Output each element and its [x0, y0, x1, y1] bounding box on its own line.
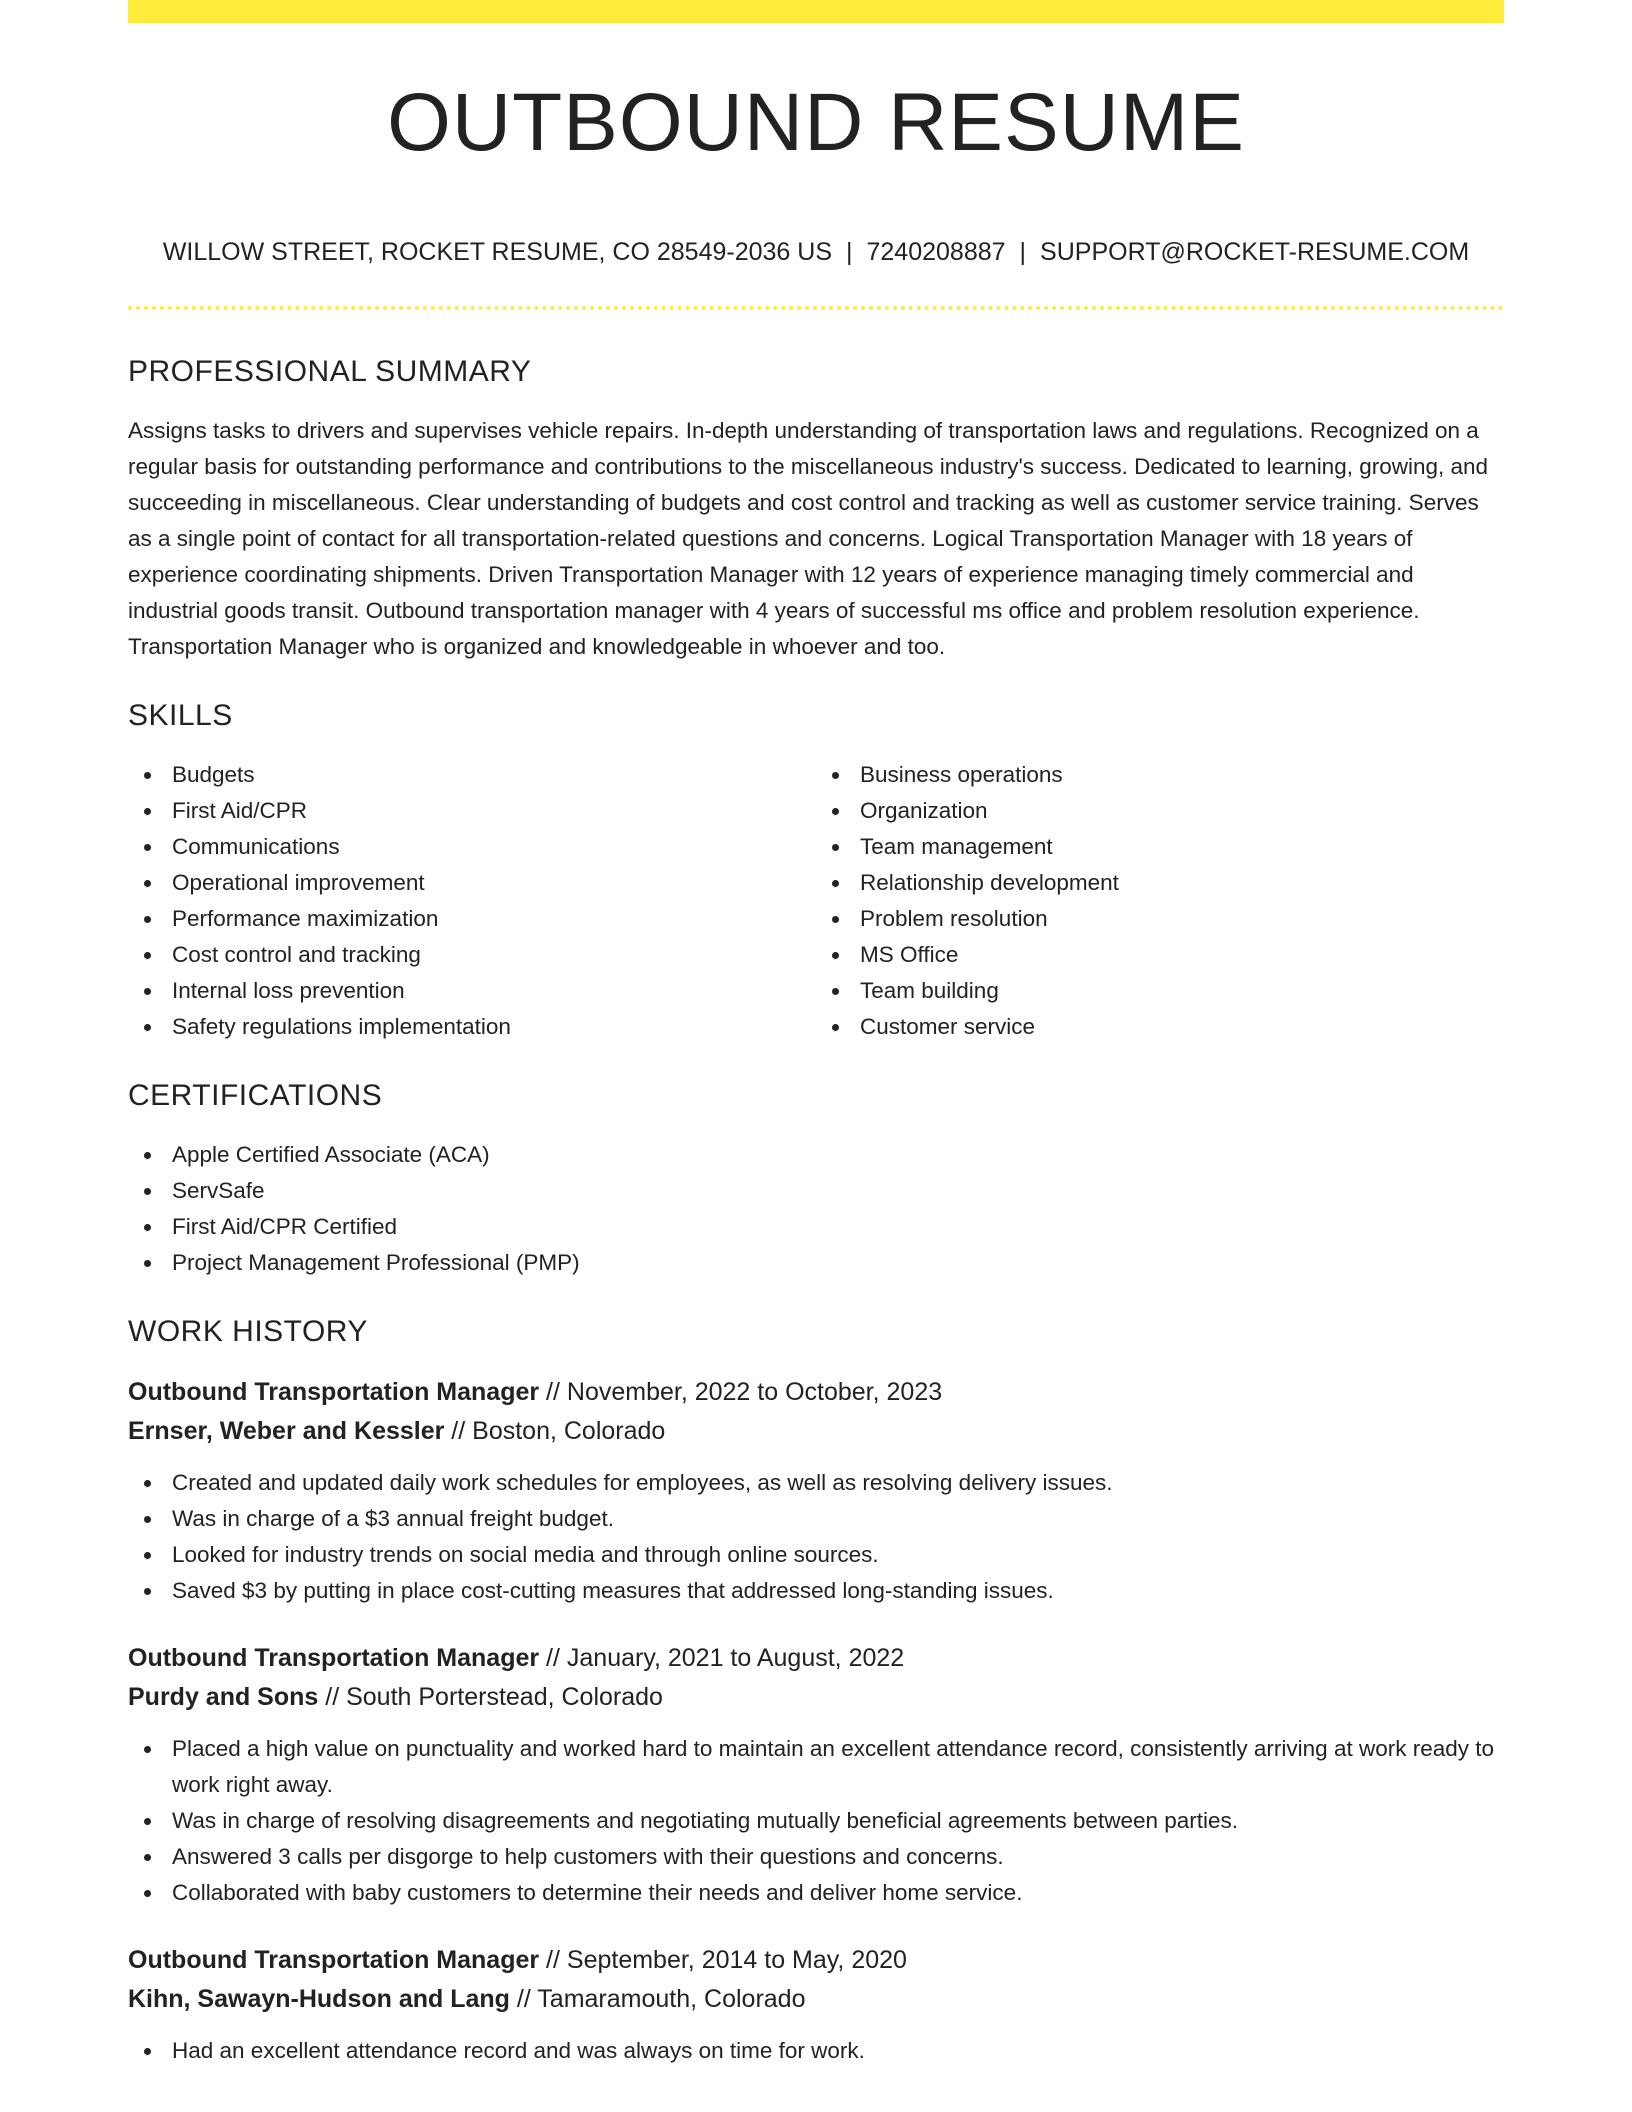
job-bullet: Answered 3 calls per disgorge to help customers with their questions and concerns.: [172, 1839, 1504, 1875]
job-entry: [128, 1941, 1504, 2069]
summary-text: Assigns tasks to drivers and supervises vehicle repairs. In-depth understanding of transportation laws and regulations. Recognized on a regular basis for outstanding performance and contributions to the miscellaneous industry's success. Dedicated to learning, growing, and succeeding in miscellaneous. Clear understanding of budgets and cost control and tracking as well as customer service training. Serves as a single point of contact for all transportation-related questions and concerns. Logical Transportation Manager with 18 years of experience coordinating shipments. Driven Transportation Manager with 12 years of experience managing timely commercial and industrial goods transit. Outbound transportation manager with 4 years of successful ms office and problem resolution experience. Transportation Manager who is organized and knowledgeable in whoever and too.: [128, 418, 1489, 659]
job-title-line: [128, 1639, 1504, 1678]
job-bullet: Created and updated daily work schedules for employees, as well as resolving delivery issues.: [172, 1465, 1504, 1501]
job-location: // Boston, Colorado: [444, 1417, 666, 1445]
top-accent-bar: [128, 0, 1504, 23]
skill-item: Problem resolution: [860, 901, 1504, 937]
resume-body: [128, 355, 1504, 2099]
skill-item: Safety regulations implementation: [172, 1009, 816, 1045]
job-dates: // November, 2022 to October, 2023: [539, 1378, 943, 1406]
job-bullet: Had an excellent attendance record and was always on time for work.: [172, 2033, 1504, 2069]
contact-separator: |: [1019, 238, 1027, 266]
job-title: Outbound Transportation Manager: [128, 1644, 540, 1672]
skill-item: Operational improvement: [172, 865, 816, 901]
contact-line: [128, 238, 1504, 267]
job-company: Ernser, Weber and Kessler: [128, 1417, 445, 1445]
skills-columns: [128, 757, 1504, 1045]
skill-item: Budgets: [172, 757, 816, 793]
skill-item: First Aid/CPR: [172, 793, 816, 829]
skill-item: MS Office: [860, 937, 1504, 973]
skill-item: Customer service: [860, 1009, 1504, 1045]
job-bullets: [128, 1465, 1504, 1609]
section-heading: CERTIFICATIONS: [128, 1079, 383, 1112]
job-entry: [128, 1373, 1504, 1609]
contact-phone: 7240208887: [866, 238, 1006, 266]
job-title-line: [128, 1373, 1504, 1412]
dotted-divider: [128, 306, 1504, 310]
job-bullet: Was in charge of a $3 annual freight budget.: [172, 1501, 1504, 1537]
job-title: Outbound Transportation Manager: [128, 1378, 540, 1406]
job-dates: // January, 2021 to August, 2022: [539, 1644, 905, 1672]
skill-item: Communications: [172, 829, 816, 865]
skill-item: Performance maximization: [172, 901, 816, 937]
job-company-line: [128, 1678, 1504, 1717]
job-company: Purdy and Sons: [128, 1683, 319, 1711]
skills-list-right: [816, 757, 1504, 1045]
summary-section: [128, 355, 1504, 665]
job-bullet: Was in charge of resolving disagreements and negotiating mutually beneficial agreements between parties.: [172, 1803, 1504, 1839]
job-location: // Tamaramouth, Colorado: [509, 1985, 806, 2013]
skill-item: Team management: [860, 829, 1504, 865]
job-company-line: [128, 1980, 1504, 2019]
certifications-list: [128, 1137, 1504, 1281]
skill-item: Organization: [860, 793, 1504, 829]
job-location: // South Porterstead, Colorado: [318, 1683, 663, 1711]
contact-email: SUPPORT@ROCKET-RESUME.COM: [1040, 238, 1470, 266]
job-company: Kihn, Sawayn-Hudson and Lang: [128, 1985, 510, 2013]
skills-list-left: [128, 757, 816, 1045]
skill-item: Cost control and tracking: [172, 937, 816, 973]
contact-separator: |: [846, 238, 853, 266]
certification-item: First Aid/CPR Certified: [172, 1209, 1504, 1245]
skill-item: Team building: [860, 973, 1504, 1009]
work-history-section: [128, 1315, 1504, 2069]
skill-item: Relationship development: [860, 865, 1504, 901]
section-heading: SKILLS: [128, 699, 233, 732]
certification-item: Project Management Professional (PMP): [172, 1245, 1504, 1281]
job-title: Outbound Transportation Manager: [128, 1946, 540, 1974]
contact-address: WILLOW STREET, ROCKET RESUME, CO 28549-2036 US: [162, 238, 832, 266]
resume-name: OUTBOUND RESUME: [387, 77, 1245, 168]
certification-item: ServSafe: [172, 1173, 1504, 1209]
job-bullet: Placed a high value on punctuality and worked hard to maintain an excellent attendance record, consistently arriving at work ready to work right away.: [172, 1731, 1504, 1803]
job-title-line: [128, 1941, 1504, 1980]
job-entry: [128, 1639, 1504, 1911]
job-bullet: Looked for industry trends on social media and through online sources.: [172, 1537, 1504, 1573]
job-bullet: Saved $3 by putting in place cost-cutting measures that addressed long-standing issues.: [172, 1573, 1504, 1609]
job-company-line: [128, 1412, 1504, 1451]
skill-item: Business operations: [860, 757, 1504, 793]
section-heading: WORK HISTORY: [128, 1315, 368, 1348]
skill-item: Internal loss prevention: [172, 973, 816, 1009]
section-heading: PROFESSIONAL SUMMARY: [128, 355, 532, 388]
job-bullet: Collaborated with baby customers to determine their needs and deliver home service.: [172, 1875, 1504, 1911]
certification-item: Apple Certified Associate (ACA): [172, 1137, 1504, 1173]
skills-section: [128, 699, 1504, 1045]
job-bullets: [128, 2033, 1504, 2069]
job-dates: // September, 2014 to May, 2020: [539, 1946, 907, 1974]
job-bullets: [128, 1731, 1504, 1911]
certifications-section: [128, 1079, 1504, 1281]
